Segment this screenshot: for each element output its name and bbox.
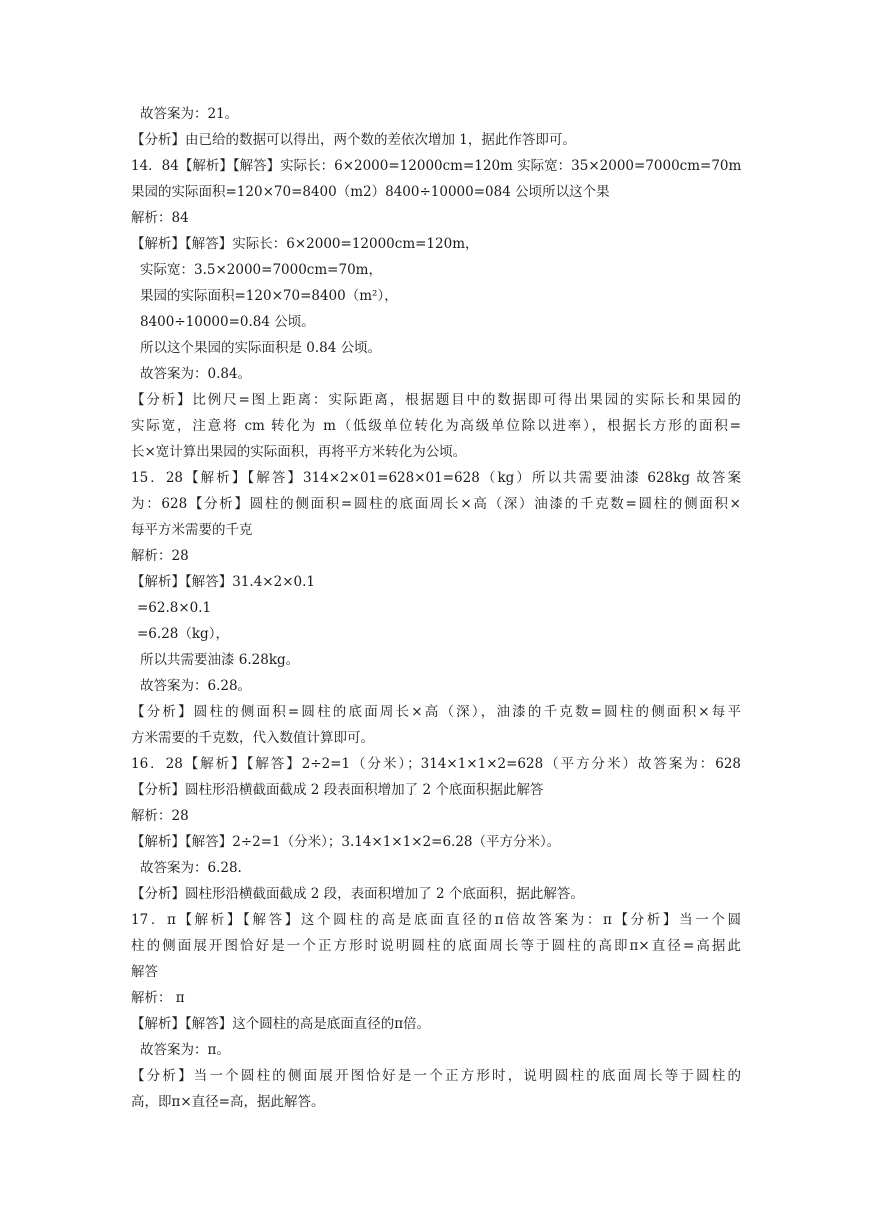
- text-line: 每平方米需要的千克: [131, 522, 253, 538]
- text-line: 【分析】圆柱形沿横截面截成 2 段表面积增加了 2 个底面积据此解答: [131, 782, 544, 798]
- text-line: 解答: [131, 964, 158, 980]
- text-line: 故答案为：0.84。: [140, 366, 252, 382]
- text-line: 15．28【解析】【解答】314×2×01=628×01=628（kg）所以共需要油漆 628kg 故答案: [131, 470, 741, 486]
- text-line: =62.8×0.1: [137, 600, 212, 616]
- document-page: [131, 101, 741, 1115]
- text-line: 故答案为：6.28.: [140, 860, 242, 876]
- text-line: 【分析】圆柱的侧面积=圆柱的底面周长×高（深），油漆的千克数=圆柱的侧面积×每平: [131, 704, 741, 720]
- text-line: 解析：28: [131, 548, 189, 564]
- text-line: 果园的实际面积=120×70=8400（m²），: [140, 288, 398, 304]
- text-line: 方米需要的千克数，代入数值计算即可。: [131, 730, 374, 746]
- text-line: 【解析】【解答】实际长：6×2000=12000cm=120m，: [131, 236, 479, 252]
- text-line: 【分析】由已给的数据可以得出，两个数的差依次增加 1，据此作答即可。: [131, 132, 576, 148]
- text-line: 解析： π: [131, 990, 185, 1006]
- text-line: 故答案为：6.28。: [140, 678, 252, 694]
- text-line: 果园的实际面积=120×70=8400（m2）8400÷10000=084 公顷所以这个果: [131, 184, 610, 200]
- text-line: 所以这个果园的实际面积是 0.84 公顷。: [140, 340, 382, 356]
- text-line: 故答案为：π。: [140, 1042, 230, 1058]
- text-line: 16．28【解析】【解答】2÷2=1（分米）；314×1×1×2=628（平方分米）故答案为：628: [131, 756, 741, 772]
- text-line: 17．π【解析】【解答】这个圆柱的高是底面直径的π倍故答案为：π【分析】当一个圆: [131, 912, 741, 928]
- text-line: 为：628【分析】圆柱的侧面积=圆柱的底面周长×高（深）油漆的千克数=圆柱的侧面积×: [131, 496, 741, 512]
- text-line: 柱的侧面展开图恰好是一个正方形时说明圆柱的底面周长等于圆柱的高即π×直径=高据此: [131, 938, 741, 954]
- text-line: 【分析】当一个圆柱的侧面展开图恰好是一个正方形时，说明圆柱的底面周长等于圆柱的: [131, 1068, 741, 1084]
- text-line: 【分析】比例尺=图上距离：实际距离，根据题目中的数据即可得出果园的实际长和果园的: [131, 392, 741, 408]
- text-line: 8400÷10000=0.84 公顷。: [140, 314, 315, 330]
- text-line: 所以共需要油漆 6.28kg。: [140, 652, 300, 668]
- text-line: 【解析】【解答】31.4×2×0.1: [131, 574, 315, 590]
- text-line: 实际宽：3.5×2000=7000cm=70m，: [140, 262, 382, 278]
- text-line: 实际宽，注意将 cm 转化为 m（低级单位转化为高级单位除以进率），根据长方形的面积=: [131, 418, 741, 434]
- text-line: 故答案为：21。: [140, 106, 239, 122]
- text-line: 14．84【解析】【解答】实际长：6×2000=12000cm=120m 实际宽：35×2000=7000cm=70m: [131, 158, 741, 174]
- text-line: 【解析】【解答】2÷2=1（分米）；3.14×1×1×2=6.28（平方分米）。: [131, 834, 561, 850]
- text-line: =6.28（kg），: [137, 626, 229, 642]
- text-line: 高，即π×直径=高，据此解答。: [131, 1094, 325, 1110]
- text-line: 长×宽计算出果园的实际面积，再将平方米转化为公顷。: [131, 444, 467, 460]
- text-line: 解析：28: [131, 808, 189, 824]
- text-line: 解析：84: [131, 210, 189, 226]
- text-line: 【分析】圆柱形沿横截面截成 2 段，表面积增加了 2 个底面积，据此解答。: [131, 886, 584, 902]
- answer-text-block: [131, 101, 741, 1115]
- text-line: 【解析】【解答】这个圆柱的高是底面直径的π倍。: [131, 1016, 431, 1032]
